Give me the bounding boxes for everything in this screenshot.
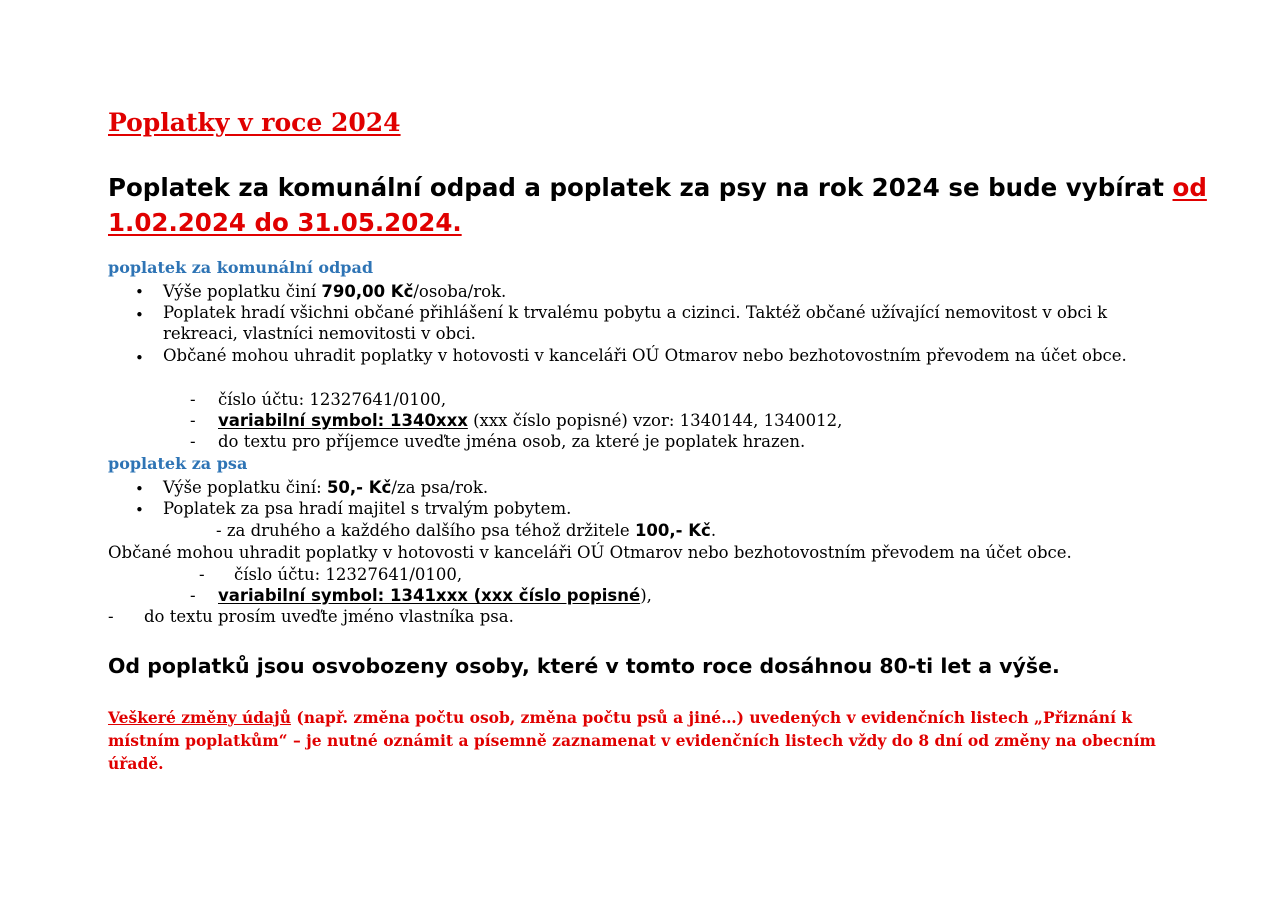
dog-additional-fee-label: - za druhého a každého dalšího psa téhož držitele <box>216 521 635 540</box>
waste-payers-item: Poplatek hradí všichni občané přihlášení k trvalému pobytu a cizinci. Taktéž občané užívající nemovitost v obci k rekreaci, vlastníci nemovitosti v obci. <box>163 303 1108 343</box>
waste-fee-unit: /osoba/rok. <box>413 282 507 301</box>
dog-additional-fee-end: . <box>710 521 717 540</box>
bullet-icon: • <box>135 283 144 301</box>
waste-payment-note: do textu pro příjemce uveďte jména osob, za které je poplatek hrazen. <box>218 432 806 451</box>
collection-period-headline <box>108 170 1208 240</box>
waste-fee-label: Výše poplatku činí <box>163 282 322 301</box>
dog-additional-fee <box>216 520 716 541</box>
dash-icon: - <box>199 565 205 584</box>
dog-payment-note: do textu prosím uveďte jméno vlastníka psa. <box>144 607 514 626</box>
change-notice <box>108 706 1168 775</box>
exemption-statement: Od poplatků jsou osvobozeny osoby, které v tomto roce dosáhnou 80-ti let a výše. <box>108 654 1060 678</box>
waste-fee-amount: 790,00 Kč <box>321 282 414 301</box>
bullet-icon: • <box>135 480 144 498</box>
dog-variable-symbol <box>218 585 652 606</box>
dash-icon: - <box>190 586 196 605</box>
dash-icon: - <box>190 432 196 451</box>
section-heading-waste: poplatek za komunální odpad <box>108 258 374 277</box>
waste-variable-symbol-example: (xxx číslo popisné) vzor: 1340144, 1340012, <box>467 411 843 430</box>
headline-text: Poplatek za komunální odpad a poplatek za psy na rok 2024 se bude vybírat <box>108 173 1173 202</box>
waste-variable-symbol-label: variabilní symbol: 1340xxx <box>218 411 468 430</box>
bullet-icon: • <box>135 306 144 324</box>
dash-icon: - <box>108 607 114 626</box>
waste-fee-amount-item <box>163 281 506 302</box>
waste-variable-symbol <box>218 410 842 431</box>
dog-fee-amount: 50,- Kč <box>326 478 392 497</box>
page-title: Poplatky v roce 2024 <box>108 108 401 137</box>
waste-payment-item: Občané mohou uhradit poplatky v hotovosti v kanceláři OÚ Otmarov nebo bezhotovostním převodem na účet obce. <box>163 346 1127 365</box>
dog-variable-symbol-end: ), <box>640 586 652 605</box>
dog-variable-symbol-label: variabilní symbol: 1341xxx (xxx číslo popisné <box>218 586 641 605</box>
dog-fee-unit: /za psa/rok. <box>391 478 489 497</box>
change-notice-lead: Veškeré změny údajů <box>108 708 291 727</box>
dog-account-number: číslo účtu: 12327641/0100, <box>234 565 463 584</box>
section-heading-dog: poplatek za psa <box>108 454 248 473</box>
dog-fee-amount-item <box>163 477 488 498</box>
bullet-icon: • <box>135 501 144 519</box>
dog-fee-label: Výše poplatku činí: <box>163 478 327 497</box>
dash-icon: - <box>190 411 196 430</box>
dash-icon: - <box>190 390 196 409</box>
bullet-icon: • <box>135 349 144 367</box>
dog-payers-item: Poplatek za psa hradí majitel s trvalým pobytem. <box>163 499 572 518</box>
dog-payment-text: Občané mohou uhradit poplatky v hotovosti v kanceláři OÚ Otmarov nebo bezhotovostním převodem na účet obce. <box>108 543 1072 562</box>
dog-additional-fee-amount: 100,- Kč <box>634 521 711 540</box>
change-notice-text: (např. změna počtu osob, změna počtu psů a jiné…) uvedených v evidenčních listech „Přiznání k místním poplatkům“ – je nutné oznámit a písemně zaznamenat v evidenčních listech vždy do 8 dní od změny na obecním úřadě. <box>108 708 1156 773</box>
headline-dates: od 1.02.2024 do 31.05.2024. <box>108 173 1207 237</box>
waste-account-number: číslo účtu: 12327641/0100, <box>218 390 447 409</box>
